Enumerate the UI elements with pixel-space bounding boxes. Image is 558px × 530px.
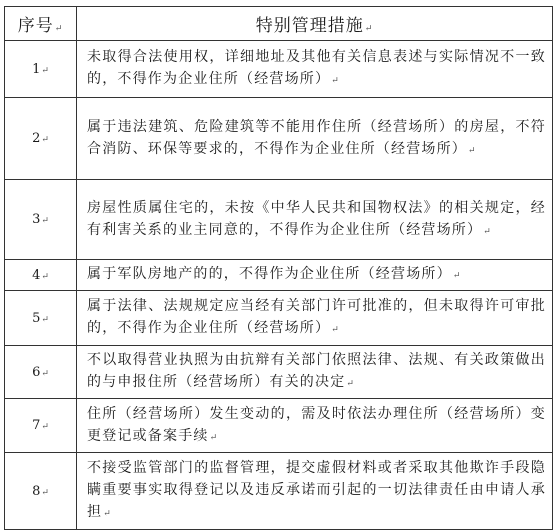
paragraph-mark-icon: ↵ (41, 368, 49, 379)
paragraph-mark-icon: ↵ (331, 325, 340, 335)
paragraph-mark-icon: ↵ (331, 76, 340, 86)
row-index-label: 4 (32, 267, 41, 283)
table-row (5, 453, 553, 530)
row-index-label: 5 (32, 310, 41, 326)
paragraph-mark-icon: ↵ (41, 216, 49, 226)
row-measure-text: 不以取得营业执照为由抗辩有关部门依照法律、法规、有关政策做出的与申报住所（经营场所）有关的决定 (87, 352, 546, 390)
row-measure (77, 260, 553, 291)
row-measure-text: 未取得合法使用权，详细地址及其他有关信息表述与实际情况不一致的，不得作为企业住所（经营场所） (87, 49, 546, 87)
table-row (5, 260, 553, 291)
table-row (5, 346, 553, 399)
row-index (5, 41, 77, 98)
row-index (5, 180, 77, 260)
row-index (5, 399, 77, 453)
paragraph-mark-icon: ↵ (364, 24, 374, 34)
table-row (5, 41, 553, 98)
row-measure (77, 41, 553, 98)
header-index-label: 序号 (17, 16, 54, 36)
paragraph-mark-icon: ↵ (41, 135, 49, 145)
special-measures-table (4, 6, 553, 530)
row-measure-text: 属于军队房地产的的，不得作为企业住所（经营场所） (87, 266, 452, 282)
header-index (5, 7, 77, 41)
row-index (5, 291, 77, 346)
paragraph-mark-icon: ↵ (41, 487, 49, 498)
header-measures-label: 特别管理措施 (255, 16, 364, 36)
row-index (5, 453, 77, 530)
row-index-label: 3 (32, 212, 41, 227)
row-index-label: 6 (32, 364, 41, 380)
row-index-label: 7 (32, 418, 41, 433)
paragraph-mark-icon: ↵ (41, 314, 49, 325)
paragraph-mark-icon: ↵ (346, 379, 356, 389)
row-measure (77, 346, 553, 399)
paragraph-mark-icon: ↵ (41, 271, 49, 282)
paragraph-mark-icon: ↵ (41, 422, 49, 432)
paragraph-mark-icon: ↵ (103, 509, 112, 519)
row-measure (77, 98, 553, 180)
row-index-label: 1 (32, 61, 41, 77)
row-index (5, 346, 77, 399)
table-row (5, 98, 553, 180)
paragraph-mark-icon: ↵ (452, 271, 462, 281)
measures-table-container (4, 6, 552, 530)
paragraph-mark-icon: ↵ (54, 24, 64, 34)
paragraph-mark-icon: ↵ (41, 65, 49, 76)
table-row (5, 399, 553, 453)
row-measure (77, 291, 553, 346)
row-measure-text: 房屋性质属住宅的，未按《中华人民共和国物权法》的相关规定，经有利害关系的业主同意的，不得作为企业住所（经营场所） (87, 199, 546, 238)
table-row (5, 180, 553, 260)
row-index-label: 2 (32, 131, 41, 146)
row-measure (77, 180, 553, 260)
row-index-label: 8 (32, 483, 41, 499)
row-measure-text: 住所（经营场所）发生变动的，需及时依法办理住所（经营场所）变更登记或备案手续 (87, 405, 546, 444)
header-measures (77, 7, 553, 41)
paragraph-mark-icon: ↵ (468, 145, 477, 156)
row-measure (77, 453, 553, 530)
row-measure-text: 属于违法建筑、危险建筑等不能用作住所（经营场所）的房屋，不符合消防、环保等要求的，不得作为企业住所（经营场所） (87, 118, 546, 157)
row-measure (77, 399, 553, 453)
paragraph-mark-icon: ↵ (483, 226, 492, 237)
table-row (5, 291, 553, 346)
row-measure-text: 属于法律、法规规定应当经有关部门许可批准的，但未取得许可审批的，不得作为企业住所（经营场所） (87, 298, 546, 336)
paragraph-mark-icon: ↵ (209, 432, 219, 443)
row-measure-text: 不接受监管部门的监督管理，提交虚假材料或者采取其他欺诈手段隐瞒重要事实取得登记以及违反承诺而引起的一切法律责任由申请人承担 (87, 460, 546, 520)
row-index (5, 98, 77, 180)
header-row (5, 7, 553, 41)
row-index (5, 260, 77, 291)
